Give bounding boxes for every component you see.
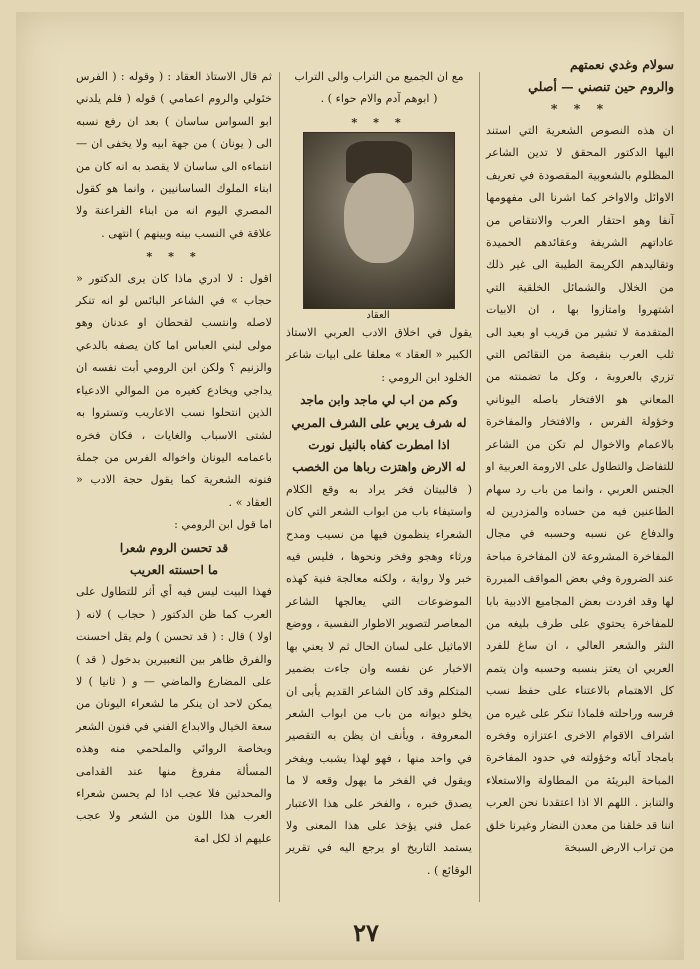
verse-line: ما احسنته العريب (129, 562, 219, 577)
mid-intro: يقول في اخلاق الادب العربي الاستاذ الكبير « العقاد » معلقا على ابيات شاعر الخلود ابن الرومي : (286, 326, 472, 384)
left-para-3: اما قول ابن الرومي : (174, 518, 272, 532)
mid-top-line-2: ( ابوهم آدم والام حواء ) . (320, 92, 438, 106)
right-column (486, 120, 674, 859)
middle-column (286, 322, 472, 882)
left-column (76, 66, 272, 850)
right-column-body: ان هذه النصوص الشعرية التي استند اليها الدكتور المحقق لا تدين الشاعر المظلوم بالشعوبية المقصودة في تعريف الاوائل والاواخر كما اشرنا الى مفهومها آنفا وهو احتقار العرب والانتقاص من عاداتهم الشريفة وعقائدهم الحميدة وتقاليدهم الكريمة الطيبة الى غير ذلك من الخلال والشمائل الخلقية التي اشتهروا وامتازوا بها ، ان الابيات المتقدمة لا تشير من قريب او بعيد الى ثلب العرب بنقيصة من النقائص التي تزري بالعروبة ، وكل ما تضمنته من المعاني هو الافتخار باصله اليوناني وخؤولة الفرس ، والافتخار والمفاخرة بالاعمام والاخوال لم تكن من الشاعر للتفاضل والتطاول على الارومة العربية او الجنس العربي ، وانما من باب رد سهام الطاعنين فيه من حساده والمزدرين له والدفاع عن نسبه وحسبه في مجال المفاخرة المشروعة لان المفاخرة مباحة عند الضرورة وفي بعض المواقف المبررة لها وقد افردت بعض المجاميع الادبية بابا للمفاخرة يحتوي على طرف بليغه من النثر والشعر العالي ، ان ساغ للفرد العربي ان يعتز بنسبه وحسبه وان يتمم كل الاهتمام بالاعتناء على حفظ نسب فرسه وراحلته فلماذا تنكر على غيره من اشراف الاقوام الاخرى اعتزازه وفخره بامجاد آبائه وخؤولته في حدود المفاخرة المباحة البريئة من المطاولة والاستعلاء والتنابز . اللهم الا اذا اعتقدنا نحن العرب اننا قد خلقنا من معدن النضار وغيرنا خلق من تراب الارض السبخة (486, 124, 674, 854)
verse-line: وكم من اب لي ماجد وابن ماجد (300, 393, 458, 408)
magazine-page (16, 12, 684, 960)
column-divider (479, 72, 480, 902)
verse-line: اذا امطرت كفاه بالنيل نورت (308, 438, 450, 453)
heading-verse-2: والروم حين تنصني — أصلي (528, 79, 674, 94)
middle-column-top (286, 66, 472, 133)
mid-body: ( فالبيتان فخر يراد به وقع الكلام واستيفاء باب من ابواب الشعر التي كان الشعراء ينظمون فيها من نسيب ومدح ورثاء وهجو وفخر ونحوها ، فليس فيه خبر ولا رواية ، ولكنه معالجة فنية كهذه الموضوعات التي يعالجها الشاعر المعاصر لتصوير الاطوار النفسية ، ووضع الاماثيل على لسان الحال ثم لا يعني بها الاخبار عن نفسه وان جاءت بضمير المتكلم وقد كان الشاعر القديم يأبى ان يخلو ديوانه من باب من ابواب الشعر المعروفة ، ويأنف ان يظن به التقصير في واحد منها ، فهو لهذا يشبب ويفخر ويقول في الفخر ما يهول وقعه لا ما يصدق خبره ، والفخر على هذا الاعتبار عمل فني يؤخذ على هذا المعنى ولا يستمد التاريخ او يرجع اليه في تقرير الوقائع ) . (286, 482, 472, 877)
section-stars: * * * (351, 114, 407, 129)
heading-verse-1: سولام وغدي نعمتهم (569, 57, 674, 72)
verse-line: له شرف يربي على الشرف المربي (291, 415, 467, 430)
verse-line: قد تحسن الروم شعرا (119, 540, 229, 555)
right-column-heading (486, 54, 674, 120)
portrait-photo (303, 132, 455, 309)
left-para-4: فهذا البيت ليس فيه أي أثر للتطاول على العرب كما ظن الدكتور ( حجاب ) لانه ( اولا ) قال : ( قد تحسن ) ولم يقل احسنت والفرق ظاهر بين التعبيرين بدخول ( قد ) على المضارع والماضي — و ( ثانيا ) لا يمكن لاحد ان ينكر ما لشعراء اليونان من سعة الخيال والابداع الفني في فنون الشعر وبخاصة الروائي والملحمي منه وهذه المسألة مفروغ منها عند القدامى والمحدثين فلا عجب اذا لم يحسن شعراء العرب هذا اللون من الشعر ولا عجب عليهم اذ لكل امة (76, 585, 272, 845)
left-para-2: اقول : لا ادري ماذا كان يرى الدكتور « حجاب » في الشاعر البائس لو انه تنكر لاصله وانتسب لقحطان او عدنان وهو مولى لبني العباس اما كان يصفه بالدعي والزنيم ؟ ولكن ابن الرومي أبت نفسه ان يداجي ويخادع كغيره من الموالي الادعياء الذين انتحلوا نسب الاعاريب وتستروا به لشتى الاسباب والغايات ، فكان فخره باعمامه اليونان واخواله الفرس من جملة فنونه الشعرية كما يقول حجة الادب « العقاد » . (76, 271, 272, 509)
column-divider (279, 72, 280, 902)
section-stars: * * * (550, 101, 610, 116)
portrait-face (344, 173, 414, 263)
section-stars: * * * (146, 249, 202, 264)
left-quote: ثم قال الاستاذ العقاد : ( وقوله : ( الفرس خئولي والروم اعمامي ) قوله ( فلم يلدني ابو السواس ساسان ) بعد ان رفع نسبه الى ( يونان ) من جهة ابيه ولا يخفى ان — انتماءه الى ساسان لا يقصد به انه كان من ابناء الملوك الساسانيين ، وانما هو كقول المصري اليوم انه من ابناء الفراعنة ولا علاقة في النسب بينه وبينهم ) انتهى . (76, 70, 272, 240)
page-number: ٢٧ (353, 918, 379, 947)
mid-top-line-1: مع ان الجميع من التراب والى التراب (294, 70, 464, 83)
photo-caption: العقاد (366, 310, 390, 321)
verse-line: له الارض واهتزت رباها من الخصب (292, 460, 466, 475)
